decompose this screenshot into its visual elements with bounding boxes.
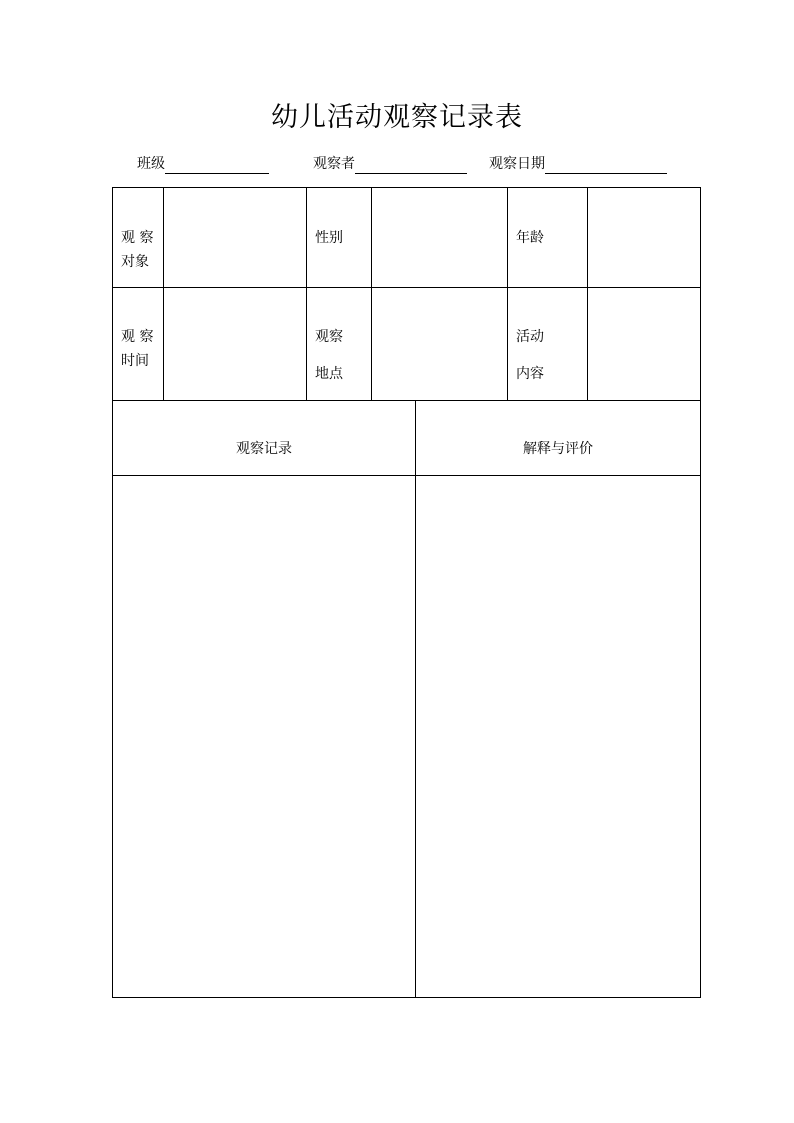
date-blank-line[interactable]	[545, 157, 667, 174]
class-label: 班级	[137, 156, 165, 172]
subject-input-cell[interactable]	[164, 188, 306, 287]
class-field	[137, 154, 269, 174]
time-label-line1: 观 察	[121, 329, 154, 345]
date-label: 观察日期	[489, 156, 545, 172]
observer-blank-line[interactable]	[355, 157, 467, 174]
subject-label-line1: 观 察	[121, 230, 154, 246]
content-label-line1: 活动	[516, 329, 544, 345]
observer-field	[313, 154, 467, 174]
meta-fields	[0, 154, 794, 176]
table-border-right	[700, 187, 701, 998]
date-field	[489, 154, 667, 174]
time-label-line2: 时间	[121, 353, 149, 369]
place-label-line1: 观察	[315, 329, 343, 345]
record-header: 观察记录	[236, 441, 292, 457]
subject-label-line2: 对象	[121, 254, 149, 270]
age-label: 年龄	[516, 230, 544, 246]
gender-label: 性别	[315, 230, 343, 246]
evaluation-header: 解释与评价	[523, 441, 593, 457]
gender-input-cell[interactable]	[372, 188, 507, 287]
col-divider-2	[306, 187, 307, 400]
place-label-line2: 地点	[315, 366, 343, 382]
record-writing-area[interactable]	[113, 476, 415, 997]
age-input-cell[interactable]	[588, 188, 700, 287]
class-blank-line[interactable]	[165, 157, 269, 174]
col-divider-4	[507, 187, 508, 400]
observer-label: 观察者	[313, 156, 355, 172]
table-border-bottom	[112, 997, 701, 998]
observation-table	[112, 187, 701, 998]
time-input-cell[interactable]	[164, 288, 306, 400]
place-input-cell[interactable]	[372, 288, 507, 400]
row-divider-2	[112, 400, 701, 401]
content-input-cell[interactable]	[588, 288, 700, 400]
content-label-line2: 内容	[516, 366, 544, 382]
evaluation-writing-area[interactable]	[416, 476, 700, 997]
page-title: 幼儿活动观察记录表	[271, 102, 523, 133]
